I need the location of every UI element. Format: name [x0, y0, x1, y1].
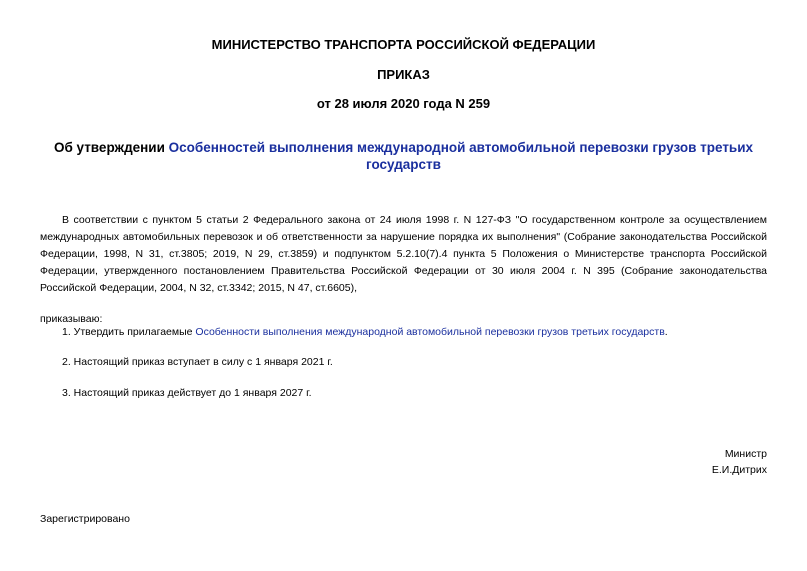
- document-type-heading: ПРИКАЗ: [377, 67, 430, 82]
- order-item-1-link[interactable]: Особенности выполнения международной автомобильной перевозки грузов третьих государств: [195, 326, 665, 338]
- order-item-3: 3. Настоящий приказ действует до 1 января 2027 г.: [62, 387, 312, 399]
- order-item-2: 2. Настоящий приказ вступает в силу с 1 января 2021 г.: [62, 356, 333, 368]
- title-link[interactable]: Особенностей выполнения международной автомобильной перевозки грузов третьих государств: [168, 140, 754, 172]
- registered-label: Зарегистрировано: [40, 513, 130, 525]
- order-word: приказываю:: [40, 313, 103, 325]
- order-item-1: [62, 325, 668, 339]
- ministry-heading: МИНИСТЕРСТВО ТРАНСПОРТА РОССИЙСКОЙ ФЕДЕРАЦИИ: [211, 37, 596, 52]
- date-number-heading: от 28 июля 2020 года N 259: [316, 96, 491, 111]
- order-item-1-suffix: .: [664, 326, 668, 338]
- signature-name: Е.И.Дитрих: [711, 464, 767, 476]
- document-title: [40, 139, 767, 173]
- preamble-paragraph: В соответствии с пунктом 5 статьи 2 Федерального закона от 24 июля 1998 г. N 127-ФЗ "О государственном контроле за осуществлением международных автомобильных перевозок и об ответственности за нарушение порядка их выполнения" (Собрание законодательства Российской Федерации, 1998, N 31, ст.3805; 2019, N 29, ст.3859) и подпунктом 5.2.10(7).4 пункта 5 Положения о Министерстве транспорта Российской Федерации, утвержденного постановлением Правительства Российской Федерации от 30 июля 2004 г. N 395 (Собрание законодательства Российской Федерации, 2004, N 32, ст.3342; 2015, N 47, ст.6605),: [40, 214, 767, 294]
- signature-position: Министр: [724, 448, 767, 460]
- title-prefix: Об утверждении: [53, 140, 169, 155]
- order-item-1-prefix: 1. Утвердить прилагаемые: [62, 326, 196, 338]
